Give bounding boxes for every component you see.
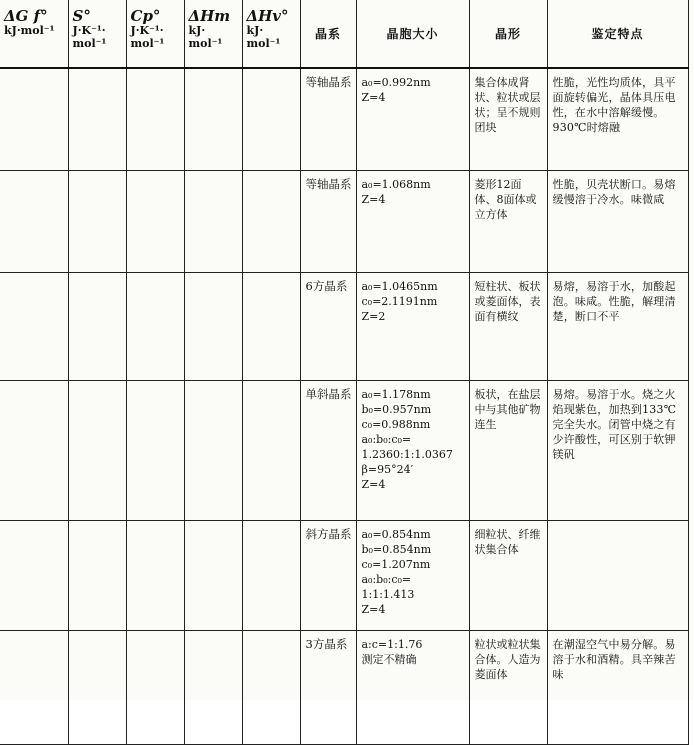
table-row (0, 521, 688, 631)
empty-cell (184, 171, 242, 273)
empty-cell (126, 171, 184, 273)
unit-cell-line: Z=4 (361, 603, 386, 616)
header-delta-g (0, 0, 68, 68)
unit-cell-line: a₀:b₀:c₀= (361, 573, 412, 586)
empty-cell (184, 68, 242, 171)
header-delta-hm-symbol: ΔHm (188, 7, 231, 25)
unit-cell-cell (356, 521, 469, 631)
features-cell: 易熔。易溶于水。烧之火焰现紫色，加热到133℃完全失水。闭管中烧之有少许酸性，可区别于软钾镁矾 (547, 381, 688, 521)
empty-cell (126, 381, 184, 521)
empty-cell (184, 521, 242, 631)
unit-cell-line: a₀=1.0465nm (361, 280, 438, 293)
crystal-system-cell: 斜方晶系 (300, 521, 356, 631)
unit-cell-line: Z=4 (361, 91, 386, 104)
empty-cell (242, 521, 300, 631)
unit-cell-cell (356, 273, 469, 381)
unit-cell-line: a₀:b₀:c₀= (361, 433, 412, 446)
unit-cell-line: c₀=0.988nm (361, 418, 431, 431)
empty-cell (68, 273, 126, 381)
empty-cell (126, 68, 184, 171)
empty-cell (68, 171, 126, 273)
features-cell (547, 521, 688, 631)
unit-cell-line: b₀=0.957nm (361, 403, 432, 416)
header-entropy-unit1: J·K⁻¹· (72, 24, 106, 37)
table-row (0, 171, 688, 273)
header-delta-hm (184, 0, 242, 68)
header-identification-features: 鉴定特点 (547, 0, 688, 68)
header-unit-cell: 晶胞大小 (356, 0, 469, 68)
unit-cell-line: Z=2 (361, 310, 386, 323)
header-crystal-system: 晶系 (300, 0, 356, 68)
crystal-system-cell: 等轴晶系 (300, 68, 356, 171)
empty-cell (0, 381, 68, 521)
empty-cell (0, 521, 68, 631)
empty-cell (68, 631, 126, 745)
unit-cell-line: Z=4 (361, 478, 386, 491)
empty-cell (126, 521, 184, 631)
unit-cell-line: a:c=1:1.76 (361, 638, 423, 651)
table-row (0, 68, 688, 171)
header-delta-g-unit: kJ·mol⁻¹ (4, 24, 55, 37)
unit-cell-line: Z=4 (361, 193, 386, 206)
header-crystal-habit: 晶形 (469, 0, 547, 68)
header-heat-capacity (126, 0, 184, 68)
crystal-habit-cell: 菱形12面体、8面体或立方体 (469, 171, 547, 273)
unit-cell-cell (356, 68, 469, 171)
empty-cell (126, 273, 184, 381)
features-cell: 在潮湿空气中易分解。易溶于水和酒精。具辛辣苦味 (547, 631, 688, 745)
unit-cell-line: a₀=1.068nm (361, 178, 431, 191)
header-entropy-symbol: S° (72, 7, 91, 25)
empty-cell (184, 631, 242, 745)
empty-cell (0, 171, 68, 273)
header-delta-hm-unit1: kJ· (188, 24, 206, 37)
crystal-system-cell: 6方晶系 (300, 273, 356, 381)
crystal-system-cell: 3方晶系 (300, 631, 356, 745)
unit-cell-line: 1:1:1.413 (361, 588, 415, 601)
unit-cell-line: a₀=1.178nm (361, 388, 431, 401)
empty-cell (184, 273, 242, 381)
header-delta-hv (242, 0, 300, 68)
empty-cell (68, 381, 126, 521)
crystal-habit-cell: 集合体成肾状、粒状或层状；呈不规则团块 (469, 68, 547, 171)
empty-cell (242, 381, 300, 521)
table-row (0, 273, 688, 381)
features-cell: 性脆，光性均质体，具平面旋转偏光，晶体具压电性，在水中溶解缓慢。930℃时熔融 (547, 68, 688, 171)
header-delta-hm-unit2: mol⁻¹ (188, 37, 223, 50)
empty-cell (184, 381, 242, 521)
empty-cell (0, 68, 68, 171)
unit-cell-line: 1.2360:1:1.0367 (361, 448, 453, 461)
header-delta-hv-symbol: ΔHv° (246, 7, 289, 25)
header-entropy-unit2: mol⁻¹ (72, 37, 107, 50)
crystal-habit-cell: 粒状或粒状集合体。人造为菱面体 (469, 631, 547, 745)
unit-cell-line: β=95°24′ (361, 463, 414, 476)
crystal-system-cell: 等轴晶系 (300, 171, 356, 273)
empty-cell (242, 631, 300, 745)
empty-cell (68, 521, 126, 631)
unit-cell-cell (356, 171, 469, 273)
header-row (0, 0, 688, 68)
empty-cell (242, 68, 300, 171)
header-delta-g-symbol: ΔG f° (4, 7, 48, 25)
crystal-habit-cell: 短柱状、板状或菱面体，表面有横纹 (469, 273, 547, 381)
empty-cell (68, 68, 126, 171)
empty-cell (126, 631, 184, 745)
header-heat-capacity-unit2: mol⁻¹ (130, 37, 165, 50)
unit-cell-cell (356, 381, 469, 521)
header-delta-hv-unit1: kJ· (246, 24, 264, 37)
unit-cell-line: b₀=0.854nm (361, 543, 432, 556)
features-cell: 性脆，贝壳状断口。易熔缓慢溶于冷水。味微咸 (547, 171, 688, 273)
header-heat-capacity-symbol: Cp° (130, 7, 161, 25)
empty-cell (242, 273, 300, 381)
header-heat-capacity-unit1: J·K⁻¹· (130, 24, 164, 37)
empty-cell (242, 171, 300, 273)
table-row (0, 631, 688, 745)
unit-cell-line: c₀=1.207nm (361, 558, 431, 571)
features-cell: 易熔，易溶于水，加酸起泡。味咸。性脆，解理清楚，断口不平 (547, 273, 688, 381)
crystal-habit-cell: 板状，在盐层中与其他矿物连生 (469, 381, 547, 521)
header-delta-hv-unit2: mol⁻¹ (246, 37, 281, 50)
crystal-system-cell: 单斜晶系 (300, 381, 356, 521)
table-row (0, 381, 688, 521)
unit-cell-line: a₀=0.854nm (361, 528, 431, 541)
crystal-habit-cell: 细粒状、纤维状集合体 (469, 521, 547, 631)
unit-cell-line: c₀=2.1191nm (361, 295, 438, 308)
empty-cell (0, 631, 68, 745)
unit-cell-line: a₀=0.992nm (361, 76, 431, 89)
header-entropy (68, 0, 126, 68)
empty-cell (0, 273, 68, 381)
unit-cell-cell (356, 631, 469, 745)
unit-cell-line: 测定不精确 (361, 653, 417, 666)
